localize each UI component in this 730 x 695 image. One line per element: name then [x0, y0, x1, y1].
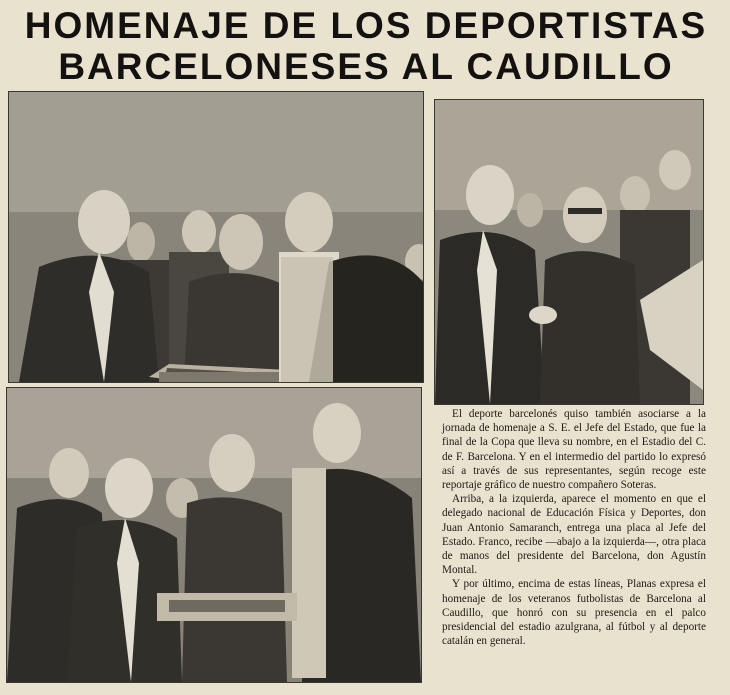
headline — [10, 6, 722, 88]
photo-handshake — [434, 99, 704, 405]
photo-second-plaque — [6, 387, 422, 683]
headline-line-1: HOMENAJE DE LOS DEPORTISTAS — [24, 5, 708, 46]
article-paragraph-2: Arriba, a la izquierda, aparece el momento en que el delegado nacional de Educación Física y Deportes, don Juan Antonio Samaranch, entrega una placa al Jefe del Estado. Franco, recibe —abajo a la izquierda—, otra placa de manos del presidente del Barcelona, don Agustín Montal. — [442, 493, 706, 577]
photo-plaque-presentation — [8, 91, 424, 383]
article-paragraph-3: Y por último, encima de estas líneas, Planas expresa el homenaje de los veteranos futbolistas de Barcelona al Caudillo, que honró con su presencia en el palco presidencial del estadio azulgrana, al fútbol y al deporte catalán en general. — [442, 578, 706, 648]
article-paragraph-1: El deporte barcelonés quiso también asociarse a la jornada de homenaje a S. E. el Jefe del Estado, que fue la final de la Copa que lleva su nombre, en el Estadio del C. de F. Barcelona. Y en el intermedio del partido lo expresó así a través de sus representantes, según recoge este reportaje gráfico de nuestro compañero Soteras. — [442, 408, 706, 492]
headline-line-2: BARCELONESES AL CAUDILLO — [58, 46, 674, 87]
article-body — [442, 407, 706, 648]
